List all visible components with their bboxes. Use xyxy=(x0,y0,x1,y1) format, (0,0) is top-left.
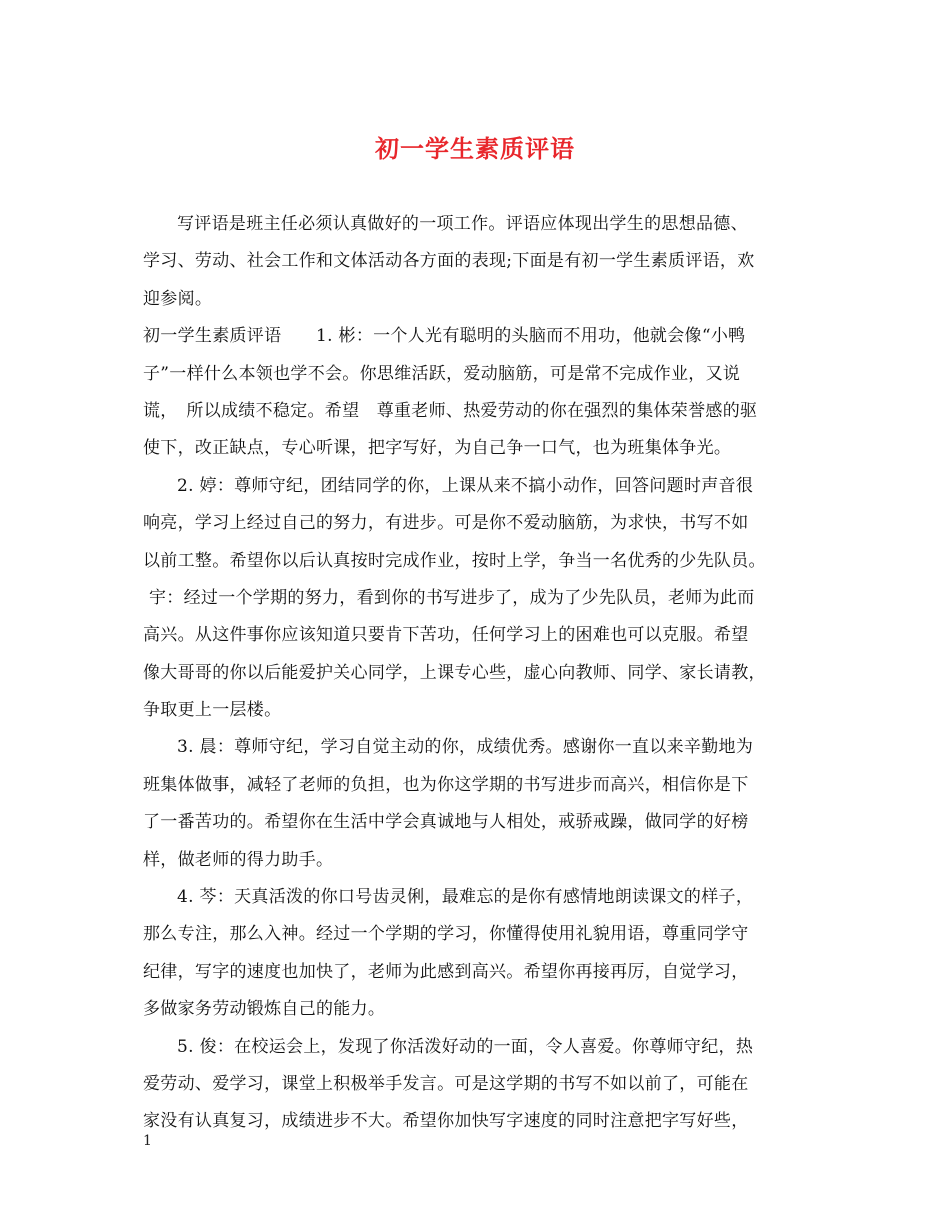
text-line: 那么专注，那么入神。经过一个学期的学习，你懂得使用礼貌用语，尊重同学守 xyxy=(143,924,749,945)
text-line: 响亮，学习上经过自己的努力，有进步。可是你不爱动脑筋，为求快，书写不如 xyxy=(143,513,749,534)
text-line: 使下，改正缺点，专心听课，把字写好，为自己争一口气，也为班集体争光。 xyxy=(143,438,732,459)
document-body xyxy=(143,206,811,1141)
text-line: 班集体做事，减轻了老师的负担，也为你这学期的书写进步而高兴，相信你是下 xyxy=(143,774,749,795)
text-line: 初一学生素质评语 1. 彬：一个人光有聪明的头脑而不用功，他就会像“小鸭 xyxy=(143,326,746,347)
page-number: 1 xyxy=(143,1133,152,1149)
text-line: 子”一样什么本领也学不会。你思维活跃，爱动脑筋，可是常不完成作业，又说 xyxy=(143,363,741,384)
text-line: 样，做老师的得力助手。 xyxy=(143,849,334,870)
text-line: 5. 俊：在校运会上，发现了你活泼好动的一面，令人喜爱。你尊师守纪，热 xyxy=(177,1036,754,1057)
text-line: 家没有认真复习，成绩进步不大。希望你加快写字速度的同时注意把字写好些， xyxy=(143,1111,749,1132)
text-line: 像大哥哥的你以后能爱护关心同学，上课专心些，虚心向教师、同学、家长请教， xyxy=(143,662,766,683)
text-line: 2. 婷：尊师守纪，团结同学的你，上课从来不搞小动作，回答问题时声音很 xyxy=(177,475,754,496)
text-line: 迎参阅。 xyxy=(143,288,213,309)
text-line: 写评语是班主任必须认真做好的一项工作。评语应体现出学生的思想品德、 xyxy=(177,214,748,234)
text-line: 宇：经过一个学期的努力，看到你的书写进步了，成为了少先队员，老师为此而 xyxy=(149,587,755,608)
text-line: 以前工整。希望你以后认真按时完成作业，按时上学，争当一名优秀的少先队员。 xyxy=(143,550,766,571)
text-line: 争取更上一层楼。 xyxy=(143,700,282,721)
text-line: 纪律，写字的速度也加快了，老师为此感到高兴。希望你再接再厉，自觉学习， xyxy=(143,961,749,982)
text-line: 学习、劳动、社会工作和文体活动各方面的表现;下面是有初一学生素质评语，欢 xyxy=(143,251,755,272)
text-line: 谎， 所以成绩不稳定。希望 尊重老师、热爱劳动的你在强烈的集体荣誉感的驱 xyxy=(143,400,758,421)
text-line: 4. 芩：天真活泼的你口号齿灵俐，最难忘的是你有感情地朗读课文的样子， xyxy=(177,887,754,908)
text-line: 多做家务劳动锻炼自己的能力。 xyxy=(143,999,386,1020)
text-line: 高兴。从这件事你应该知道只要肯下苦功，任何学习上的困难也可以克服。希望 xyxy=(143,625,749,646)
text-line: 3. 晨：尊师守纪，学习自觉主动的你，成绩优秀。感谢你一直以来辛勤地为 xyxy=(177,737,754,758)
text-line: 了一番苦功的。希望你在生活中学会真诚地与人相处，戒骄戒躁，做同学的好榜 xyxy=(143,812,749,833)
document-title: 初一学生素质评语 xyxy=(375,134,575,163)
text-line: 爱劳动、爱学习，课堂上积极举手发言。可是这学期的书写不如以前了，可能在 xyxy=(143,1073,749,1094)
